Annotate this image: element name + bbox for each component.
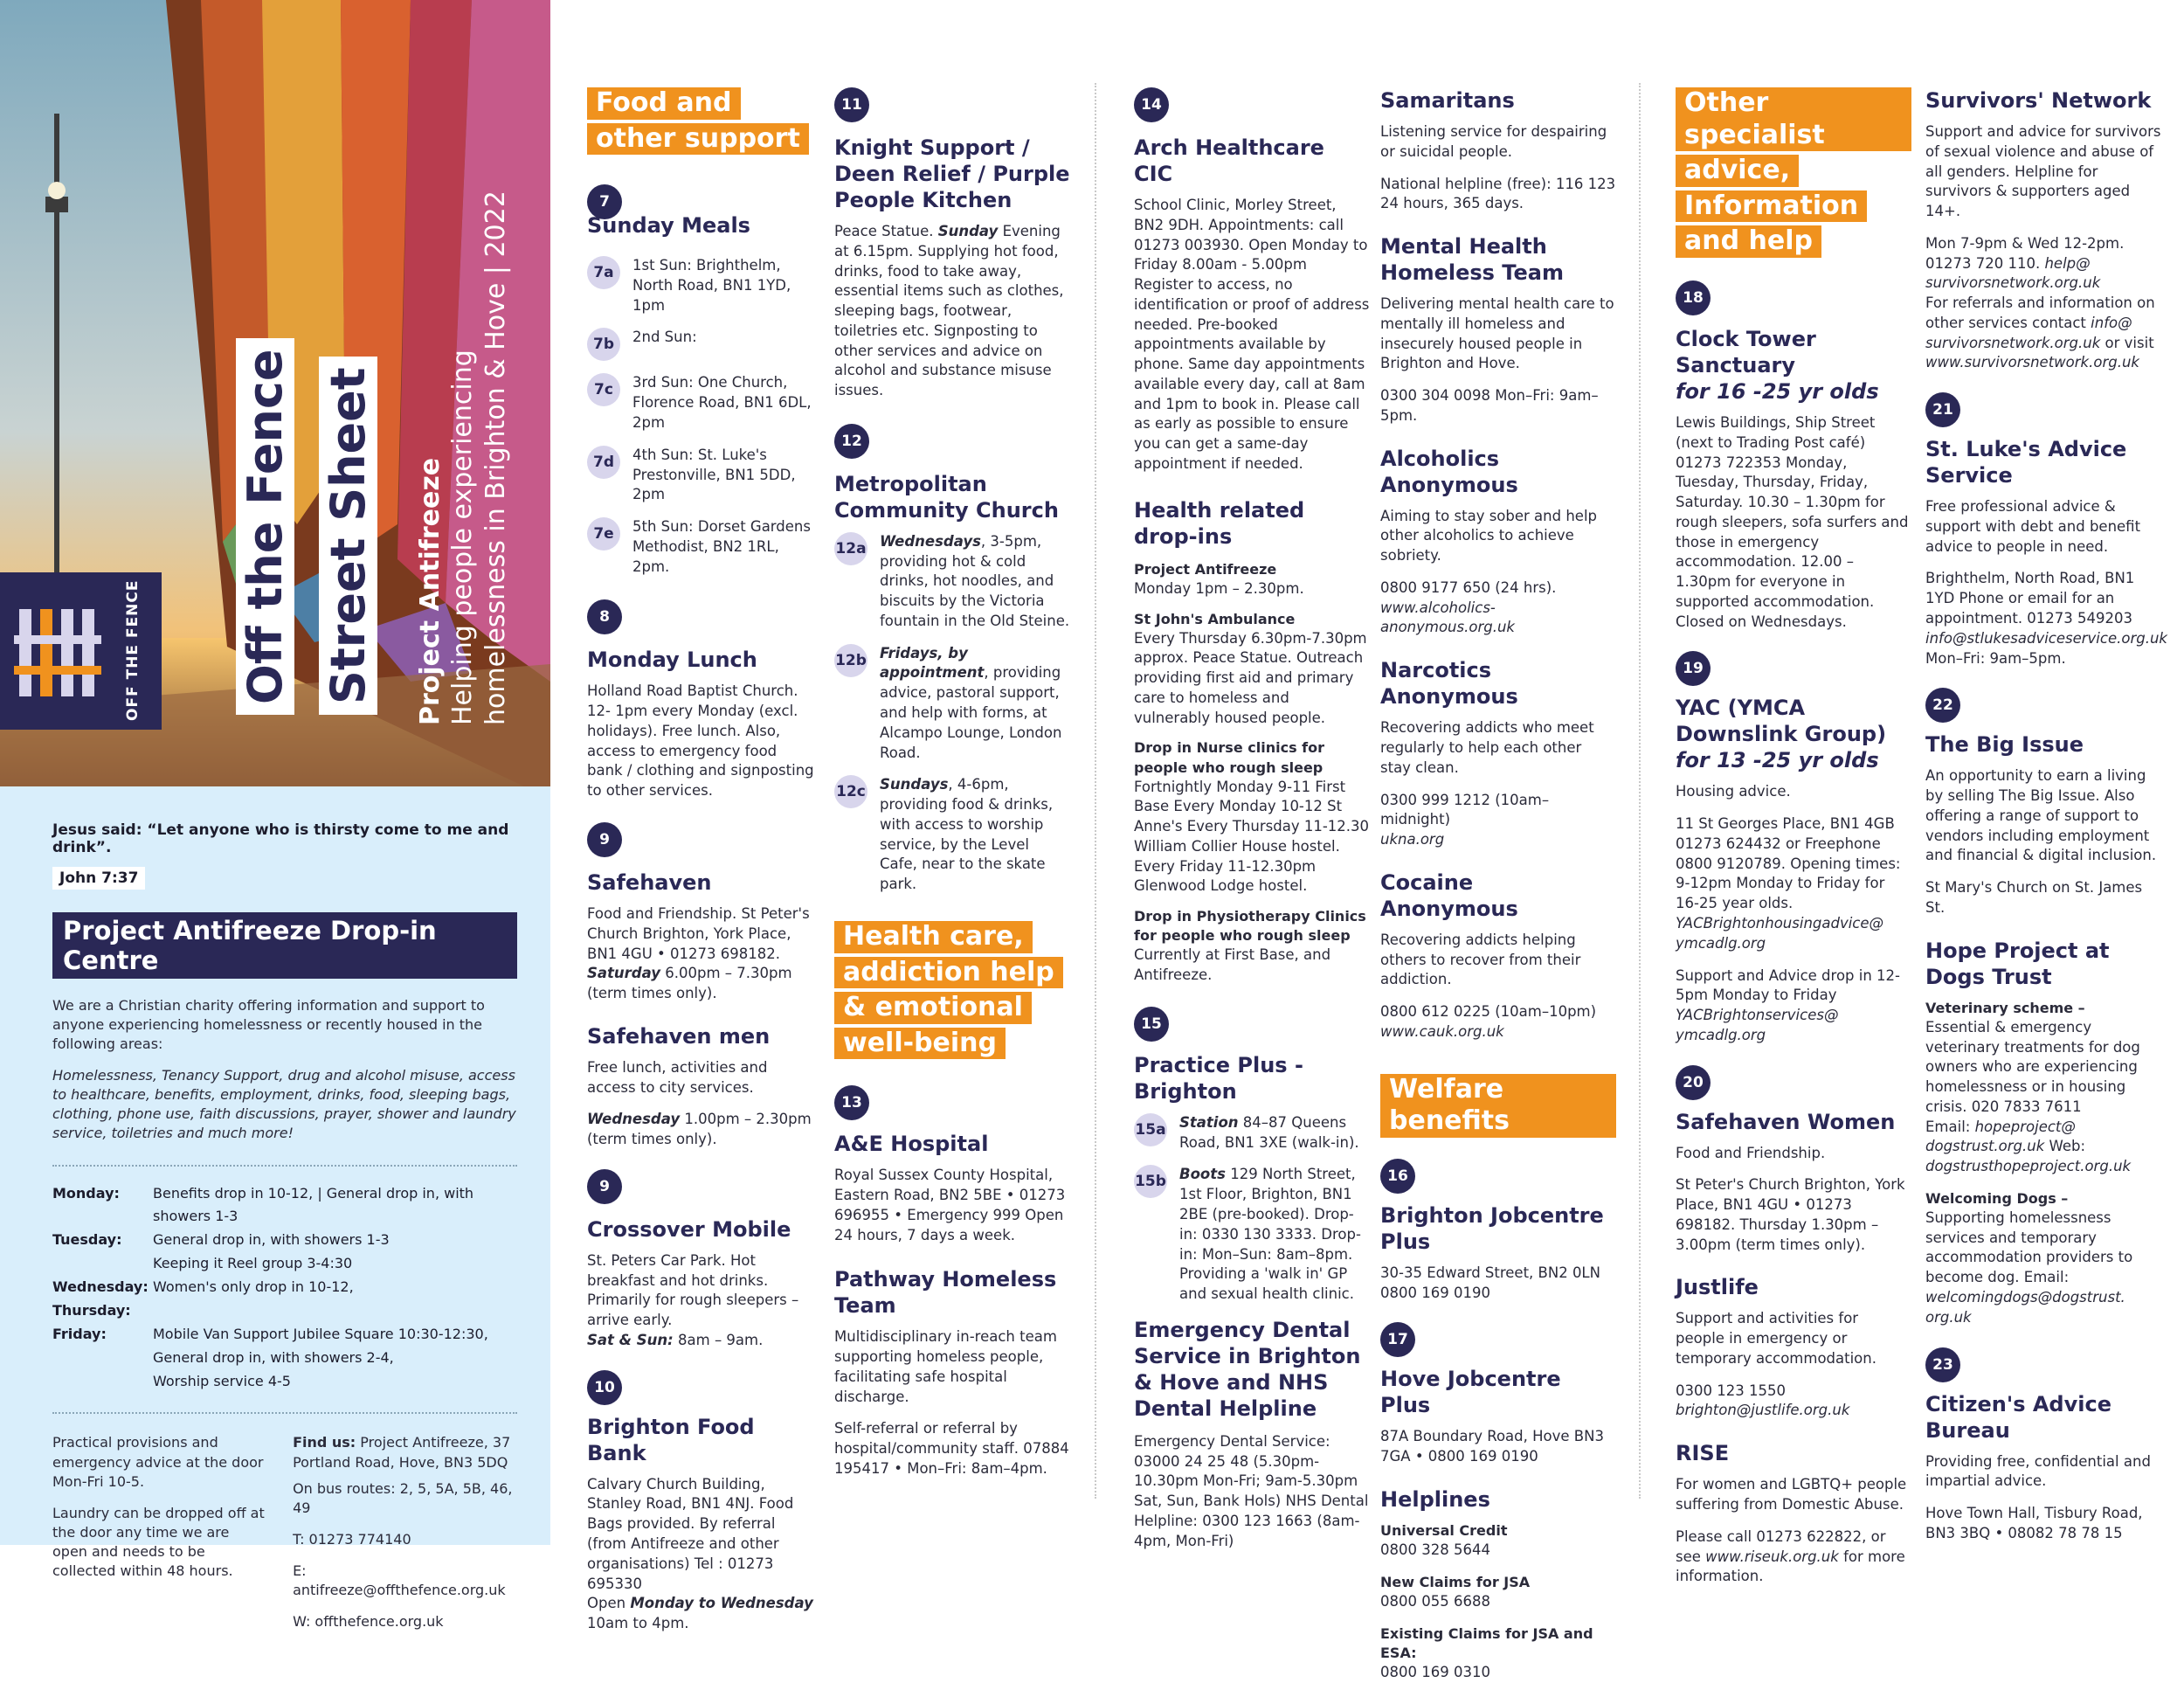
na-web[interactable]: ukna.org: [1380, 831, 1445, 848]
survivors-title: Survivors' Network: [1925, 88, 2152, 113]
yac-email[interactable]: YACBrightonhousingadvice@ ymcadlg.org: [1676, 914, 1884, 952]
pa-text: Monday 1pm – 2.30pm.: [1134, 579, 1304, 597]
sub-badge: 12b: [834, 644, 867, 677]
email[interactable]: E: antifreeze@offthefence.org.uk: [293, 1562, 506, 1598]
sub-badge: 15b: [1134, 1165, 1167, 1198]
safehaven-men-text: Free lunch, activities and access to city services.: [587, 1058, 768, 1096]
number-badge: 23: [1925, 1347, 1960, 1382]
metro-list: [834, 532, 1070, 895]
yac-address: 11 St Georges Place, BN1 4GB 01273 624432 or Freephone 0800 9120789. Opening times: 9-12pm Monday to Friday for 16-25 year olds.: [1676, 815, 1901, 912]
aa-title: Alcoholics Anonymous: [1380, 446, 1518, 497]
fence-logo-icon: [10, 592, 115, 714]
website[interactable]: W: offthefence.org.uk: [293, 1612, 444, 1630]
bjc-title: Brighton Jobcentre Plus: [1380, 1202, 1604, 1254]
safehaven-women-text: Food and Friendship.: [1676, 1144, 1826, 1161]
justlife-title: Justlife: [1676, 1275, 1759, 1300]
column-clinics: [1134, 87, 1370, 1551]
ca-phone: 0800 612 0225 (10am–10pm): [1380, 1003, 1597, 1021]
clocktower-text: Lewis Buildings, Ship Street (next to Trading Post café) 01273 722353 Monday, Tuesday, Thursday, Friday, Saturday. 10.30 – 1.30pm for rough sleepers, sofa surfers and those in emergency accommodation. 12.00 – 1.30pm for everyone in supported accommodation. Closed on Wednesdays.: [1676, 413, 1909, 630]
number-badge: 13: [834, 1085, 869, 1120]
divider: [52, 1165, 517, 1167]
section-heading-food: Food and other support: [587, 87, 816, 158]
schedule-row: [52, 1276, 517, 1299]
list-item: 12b Fridays, by appointment, providing advice, pastoral support, and help with forms, at Alcampo Lounge, London Road.: [835, 644, 1062, 761]
number-badge: 9: [587, 822, 622, 857]
sub-badge: 12c: [834, 775, 867, 808]
list-item: 12a Wednesdays, 3-5pm, providing hot & cold drinks, hot noodles, and biscuits by the Victoria fountain in the Old Steine.: [835, 532, 1070, 629]
ec-phone: 0800 169 0310: [1380, 1663, 1490, 1680]
schedule-day: Friday:: [52, 1325, 107, 1342]
column-food: [587, 87, 816, 1634]
column-separator: [1639, 83, 1641, 1499]
clocktower-age: for 16 -25 yr olds: [1676, 378, 1879, 404]
stlukes-hours: Mon–Fri: 9am–5pm.: [1925, 649, 2066, 667]
divider: [52, 1412, 517, 1414]
safehaven-women-title: Safehaven Women: [1676, 1109, 1896, 1134]
number-badge: 19: [1676, 651, 1711, 686]
ec-label: Existing Claims for JSA and ESA:: [1380, 1624, 1593, 1661]
sunday-list: [587, 256, 816, 577]
number-badge: 9: [587, 1169, 622, 1204]
bible-ref: John 7:37: [52, 867, 145, 890]
section-heading-specialist: Other specialist advice, Information and help: [1676, 87, 1911, 261]
hjc-text: 87A Boundary Road, Hove BN3 7GA • 0800 169 0190: [1380, 1428, 1604, 1465]
list-item: 15a Station 84–87 Queens Road, BN1 3XE (walk-in).: [1135, 1113, 1359, 1151]
safehaven-women-address: St Peter's Church Brighton, York Place, BN1 4GU • 01273 698182. Thursday 1.30pm – 3.00pm (term times only).: [1676, 1176, 1905, 1253]
safehaven-men-time: Wednesday 1.00pm – 2.30pm (term times only).: [587, 1111, 812, 1148]
dropin-title: Project Antifreeze Drop-in Centre: [52, 912, 517, 979]
health-dropins-title: Health related drop-ins: [1134, 497, 1305, 549]
number-badge: 7: [587, 184, 622, 219]
bus-routes: On bus routes: 2, 5, 5A, 5B, 46, 49: [293, 1479, 513, 1516]
cover-title-1: Off the Fence: [236, 338, 294, 715]
find-us: Find us: Project Antifreeze, 37 Portland Road, Hove, BN3 5DQ: [293, 1434, 511, 1471]
cover-title-2: Street Sheet: [319, 357, 377, 715]
practice-title: Practice Plus - Brighton: [1134, 1052, 1303, 1104]
safehaven-title: Safehaven: [587, 869, 712, 895]
yac-dropin: Support and Advice drop in 12-5pm Monday to Friday: [1676, 966, 1900, 1004]
foodbank-text: Calvary Church Building, Stanley Road, BN1 4NJ. Food Bags provided. By referral (from Antifreeze and other organisations) Tel : 01273 695330 Open Monday to Wednesday 10am to 4pm.: [587, 1475, 813, 1632]
hope-project-title: Hope Project at Dogs Trust: [1925, 938, 2110, 989]
vet-label: Veterinary scheme –: [1925, 999, 2085, 1016]
number-badge: 12: [834, 424, 869, 459]
logo-block: [0, 572, 162, 730]
list-item: 7d 4th Sun: St. Luke's Prestonville, BN1 5DD, 2pm: [587, 446, 816, 505]
ca-web[interactable]: www.cauk.org.uk: [1380, 1022, 1504, 1040]
sj-label: St John's Ambulance: [1134, 610, 1296, 627]
cover-tagline-2: homelessness in Brighton & Hove | 2022: [480, 190, 511, 725]
bible-quote: Jesus said: “Let anyone who is thirsty come to me and drink”.: [52, 821, 509, 856]
rise-title: RISE: [1676, 1441, 1730, 1466]
sub-badge: 7a: [587, 256, 620, 289]
na-title: Narcotics Anonymous: [1380, 658, 1518, 710]
monday-lunch-text: Holland Road Baptist Church. 12- 1pm every Monday (excl. holidays). Free lunch. Also, access to emergency food bank / clothing and signposting to other services.: [587, 682, 814, 800]
column-health: [834, 87, 1070, 1479]
list-item: 7b 2nd Sun:: [587, 328, 816, 361]
sub-badge: 7e: [587, 517, 620, 551]
list-item: 15b Boots 129 North Street, 1st Floor, Brighton, BN1 2BE (pre-booked). Drop-in: 0330 130 3333. Drop-in: Mon–Sun: 8am–8pm. Providing a 'walk in' GP and sexual health clinic.: [1135, 1166, 1361, 1303]
list-item: 7a 1st Sun: Brighthelm, North Road, BN1 1YD, 1pm: [587, 256, 816, 315]
number-badge: 20: [1676, 1065, 1711, 1100]
pathway-contact: Self-referral or referral by hospital/community staff. 07884 195417 • Mon–Fri: 8am–4pm.: [834, 1420, 1069, 1477]
yac-text: Housing advice.: [1676, 783, 1791, 800]
schedule-line: Benefits drop in 10-12, | General drop in, with showers 1-3: [153, 1184, 474, 1225]
stlukes-email[interactable]: info@stlukesadviceservice.org.uk: [1925, 629, 2167, 647]
cab-address: Hove Town Hall, Tisbury Road, BN3 3BQ • 08082 78 78 15: [1925, 1505, 2143, 1541]
schedule-line: Keeping it Reel group 3-4:30: [153, 1255, 353, 1272]
contact-block: [52, 1433, 517, 1631]
phone[interactable]: T: 01273 774140: [293, 1530, 411, 1548]
survivors-text: Support and advice for survivors of sexual violence and abuse of all genders. Helpline for survivors & supporters aged 14+.: [1925, 123, 2161, 220]
yac-title: YAC (YMCA Downslink Group) for 13 -25 yr olds: [1676, 696, 1887, 773]
crossover-title: Crossover Mobile: [587, 1216, 791, 1242]
uc-label: Universal Credit: [1380, 1521, 1508, 1539]
list-item: 7c 3rd Sun: One Church, Florence Road, BN1 6DL, 2pm: [587, 373, 816, 433]
na-text: Recovering addicts who meet regularly to help each other stay clean.: [1380, 719, 1594, 776]
justlife-email[interactable]: brighton@justlife.org.uk: [1676, 1402, 1850, 1419]
crossover-text: St. Peters Car Park. Hot breakfast and hot drinks. Primarily for rough sleepers – arrive early. Sat & Sun: 8am – 9am.: [587, 1251, 799, 1348]
list-item: 12c Sundays, 4-6pm, providing food & drinks, with access to worship service, by the Level Cafe, near to the skate park.: [834, 775, 1070, 895]
justlife-phone: 0300 123 1550: [1676, 1382, 1786, 1399]
vet-text: Essential & emergency veterinary treatments for dog owners who are experiencing homelessness or in housing crisis. 020 7833 7611 Email: hopeproject@ dogstrust.org.uk Web: dogstrusthopeproject.org.uk: [1925, 1018, 2140, 1175]
bigissue-text: An opportunity to earn a living by selling The Big Issue. Also offering a range of support to vendors including employment and financial & digital inclusion.: [1925, 767, 2157, 864]
number-badge: 21: [1925, 392, 1960, 427]
schedule-row: [52, 1229, 517, 1276]
cover-tagline-1: Helping people experiencing: [447, 350, 478, 725]
number-badge: 11: [834, 87, 869, 122]
knight-text: Peace Statue. Sunday Evening at 6.15pm. Supplying hot food, drinks, food to take away, essential items such as clothes, sleeping bags, footwear, toiletries etc. Signposting to other services and advice on alcohol and substance misuse issues.: [834, 223, 1064, 399]
safehaven-men-title: Safehaven men: [587, 1023, 771, 1049]
helplines-title: Helplines: [1380, 1486, 1490, 1512]
samaritans-title: Samaritans: [1380, 88, 1515, 113]
ca-title: Cocaine Anonymous: [1380, 869, 1518, 921]
practical-text: Practical provisions and emergency advice at the door Mon-Fri 10-5.: [52, 1434, 264, 1490]
mh-phone: 0300 304 0098 Mon–Fri: 9am–5pm.: [1380, 387, 1599, 424]
nurse-label: Drop in Nurse clinics for people who rough sleep: [1134, 739, 1324, 776]
aa-text: Aiming to stay sober and help other alcoholics to achieve sobriety.: [1380, 507, 1597, 564]
ca-text: Recovering addicts helping others to recover from their addiction.: [1380, 931, 1581, 988]
mh-title: Mental Health Homeless Team: [1380, 234, 1564, 286]
aa-phone: 0800 9177 650 (24 hrs).: [1380, 578, 1557, 596]
schedule-line: Women's only drop in 10-12,: [153, 1278, 354, 1296]
number-badge: 17: [1380, 1322, 1415, 1357]
physio-label: Drop in Physiotherapy Clinics for people who rough sleep: [1134, 908, 1366, 945]
schedule: [52, 1182, 517, 1394]
sj-text: Every Thursday 6.30pm-7.30pm approx. Peace Statue. Outreach providing first aid and primary care to homeless and vulnerably housed people.: [1134, 629, 1367, 726]
mh-text: Delivering mental health care to mentally ill homeless and insecurely housed people in Brighton and Hove.: [1380, 295, 1614, 372]
section-heading-welfare: Welfare benefits: [1380, 1074, 1616, 1141]
welcoming-dogs-text: Supporting homelessness services and temporary accommodation providers to become dog. Email: welcomingdogs@dogstrust. org.uk: [1925, 1209, 2133, 1326]
uc-phone: 0800 328 5644: [1380, 1541, 1490, 1558]
cab-text: Providing free, confidential and impartial advice.: [1925, 1452, 2151, 1490]
schedule-line: General drop in, with showers 1-3: [153, 1231, 390, 1249]
schedule-line: General drop in, with showers 2-4,: [153, 1348, 394, 1366]
na-phone: 0300 999 1212 (10am–midnight): [1380, 791, 1550, 828]
knight-title: Knight Support / Deen Relief / Purple People Kitchen: [834, 135, 1070, 212]
column-separator: [1095, 83, 1096, 1499]
laundry-text: Laundry can be dropped off at the door any time we are open and needs to be collected within 48 hours.: [52, 1504, 265, 1579]
sub-badge: 12a: [834, 532, 867, 565]
stlukes-title: St. Luke's Advice Service: [1925, 437, 2127, 488]
samaritans-text: Listening service for despairing or suicidal people.: [1380, 123, 1607, 160]
schedule-day: Wednesday:: [52, 1278, 149, 1296]
rise-text: For women and LGBTQ+ people suffering from Domestic Abuse.: [1676, 1476, 1907, 1513]
clocktower-title: Clock Tower Sanctuary: [1676, 326, 1816, 377]
survivors-contact: Mon 7-9pm & Wed 12-2pm. 01273 720 110. help@ survivorsnetwork.org.uk For referrals and information on other services contact info@ survivorsnetwork.org.uk or visit www.survivorsnetwork.org.uk: [1925, 234, 2155, 371]
column-specialist: [1676, 87, 1911, 1587]
sub-badge: 15a: [1134, 1113, 1167, 1146]
schedule-row: [52, 1182, 517, 1229]
list-item: 7e 5th Sun: Dorset Gardens Methodist, BN2 1RL, 2pm.: [587, 517, 816, 577]
hjc-title: Hove Jobcentre Plus: [1380, 1367, 1561, 1418]
column-support: [1380, 87, 1616, 1683]
number-badge: 14: [1134, 87, 1169, 122]
bigissue-location: St Mary's Church on St. James St.: [1925, 879, 2143, 916]
schedule-row: [52, 1323, 517, 1394]
dental-title: Emergency Dental Service in Brighton & Hove and NHS Dental Helpline: [1134, 1317, 1361, 1421]
sub-badge: 7d: [587, 446, 620, 479]
sub-badge: 7b: [587, 328, 620, 361]
column-advice: [1925, 87, 2167, 1544]
cover-panel: [0, 0, 550, 786]
number-badge: 15: [1134, 1007, 1169, 1042]
yac-services-email[interactable]: YACBrightonservices@ ymcadlg.org: [1676, 1007, 1839, 1043]
samaritans-phone: National helpline (free): 116 123 24 hours, 365 days.: [1380, 175, 1616, 212]
schedule-row: [52, 1299, 517, 1323]
safehaven-text: Food and Friendship. St Peter's Church Brighton, York Place, BN1 4GU • 01273 698182. Saturday 6.00pm – 7.30pm (term times only).: [587, 904, 810, 1002]
justlife-text: Support and activities for people in emergency or temporary accommodation.: [1676, 1310, 1876, 1367]
number-badge: 16: [1380, 1159, 1415, 1194]
pa-label: Project Antifreeze: [1134, 560, 1277, 578]
schedule-line: Worship service 4-5: [153, 1372, 291, 1389]
aa-web[interactable]: www.alcoholics-anonymous.org.uk: [1380, 599, 1515, 636]
stlukes-text: Free professional advice & support with debt and benefit advice to people in need.: [1925, 498, 2141, 555]
schedule-line: Mobile Van Support Jubilee Square 10:30-12:30,: [153, 1325, 488, 1342]
dropin-panel: [0, 786, 550, 1630]
nc-phone: 0800 055 6688: [1380, 1592, 1490, 1610]
monday-lunch-title: Monday Lunch: [587, 648, 757, 673]
pathway-text: Multidisciplinary in-reach team supporting homeless people, facilitating safe hospital discharge.: [834, 1328, 1057, 1405]
welcoming-dogs-label: Welcoming Dogs –: [1925, 1189, 2069, 1207]
bjc-text: 30-35 Edward Street, BN2 0LN 0800 169 0190: [1380, 1264, 1600, 1301]
cab-title: Citizen's Advice Bureau: [1925, 1391, 2111, 1443]
ae-text: Royal Sussex County Hospital, Eastern Road, BN2 5BE • 01273 696955 • Emergency 999 Open 24 hours, 7 days a week.: [834, 1167, 1066, 1243]
dental-text: Emergency Dental Service: 03000 24 25 48 (5.30pm-10.30pm Mon-Fri; 9am-5.30pm Sat, Sun, Bank Hols) NHS Dental Helpline: 0300 123 1663 (8am-4pm, Mon-Fri): [1134, 1432, 1369, 1549]
schedule-day: Monday:: [52, 1184, 120, 1202]
section-heading-health: Health care, addiction help & emotional well-being: [834, 921, 1070, 1063]
pathway-title: Pathway Homeless Team: [834, 1267, 1057, 1319]
bigissue-title: The Big Issue: [1925, 732, 2084, 758]
rise-contact: Please call 01273 622822, or see www.riseuk.org.uk for more information.: [1676, 1527, 1905, 1585]
metro-title: Metropolitan Community Church: [834, 471, 1059, 523]
stlukes-address: Brighthelm, North Road, BN1 1YD Phone or email for an appointment. 01273 549203: [1925, 570, 2135, 627]
logo-text: OFF THE FENCE: [124, 579, 142, 721]
sunday-meals-title: Sunday Meals: [587, 213, 750, 239]
number-badge: 10: [587, 1370, 622, 1405]
schedule-day: Thursday:: [52, 1301, 131, 1319]
number-badge: 22: [1925, 688, 1960, 723]
nurse-text: Fortnightly Monday 9-11 First Base Every Monday 10-12 St Anne's Every Thursday 11-12.30 William Collier House hostel. Every Friday 11-12.30pm Glenwood Lodge hostel.: [1134, 778, 1370, 895]
sub-badge: 7c: [587, 373, 620, 406]
cover-project: Project Antifreeze: [415, 457, 446, 725]
physio-text: Currently at First Base, and Antifreeze.: [1134, 946, 1331, 984]
dropin-intro: We are a Christian charity offering information and support to anyone experiencing homelessness or recently housed in the following areas:: [52, 997, 485, 1053]
foodbank-title: Brighton Food Bank: [587, 1414, 755, 1465]
ae-title: A&E Hospital: [834, 1132, 989, 1157]
practice-list: [1134, 1113, 1370, 1305]
arch-text: School Clinic, Morley Street, BN2 9DH. Appointments: call 01273 003930. Open Monday to Friday 8.00am - 5.00pm Register to access, no identification or proof of address needed. Pre-booked appointments available by phone. Same day appointments available every day, call at 8am and 1pm to book in. Please call as early as possible to ensure you can get a same-day appointment if needed.: [1134, 197, 1370, 472]
dropin-areas: Homelessness, Tenancy Support, drug and alcohol misuse, access to healthcare, benefits, employment, drinks, food, sleeping bags, clothing, phone use, faith discussions, prayer, shower and laundry service, toiletries and much more!: [52, 1067, 516, 1142]
schedule-day: Tuesday:: [52, 1231, 122, 1249]
number-badge: 8: [587, 599, 622, 634]
nc-label: New Claims for JSA: [1380, 1573, 1531, 1590]
arch-title: Arch Healthcare CIC: [1134, 135, 1324, 186]
number-badge: 18: [1676, 280, 1711, 315]
